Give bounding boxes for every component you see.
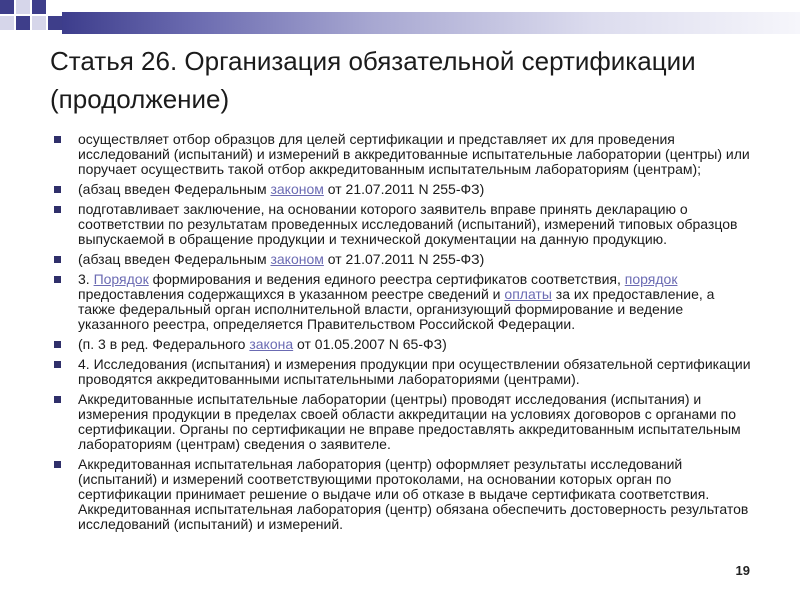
content-list (52, 132, 752, 537)
list-item (52, 252, 752, 267)
item-text: от 21.07.2011 N 255-ФЗ) (323, 181, 485, 197)
list-item (52, 272, 752, 332)
deco-square (32, 16, 46, 30)
square-bullet-icon (54, 341, 61, 348)
item-text: Аккредитованные испытательные лаборатории (центры) проводят исследования (испытания) и измерения продукции в пределах своей области аккредитации на условиях договоров с органами по сертификации. Органы по сертификации не вправе предоставлять аккредитованным испытательным лабораториям (центрам) сведения о заявителе. (78, 391, 741, 452)
deco-square (48, 16, 62, 30)
deco-square (0, 0, 14, 14)
law-link[interactable]: законом (270, 181, 324, 197)
law-link[interactable]: законом (270, 251, 324, 267)
deco-square (0, 16, 14, 30)
payment-link[interactable]: оплаты (504, 286, 552, 302)
list-item (52, 357, 752, 387)
header-gradient-bar (62, 12, 800, 34)
list-item (52, 392, 752, 452)
list-item (52, 182, 752, 197)
item-text: 4. Исследования (испытания) и измерения продукции при осуществлении обязательной сертификации проводятся аккредитованными испытательными лабораториями (центрами). (78, 356, 751, 387)
list-item (52, 132, 752, 177)
item-text: (абзац введен Федеральным (78, 251, 271, 267)
item-text: Аккредитованная испытательная лаборатория (центр) оформляет результаты исследований (испытаний) и измерений соответствующими протоколами, на основании которых орган по сертификации принимает решение о выдаче или об отказе в выдаче сертификата соответствия. Аккредитованная испытательная лаборатория (центр) обязана обеспечить достоверность результатов исследований (испытаний) и измерений. (78, 456, 749, 532)
item-text: предоставления содержащихся в указанном реестре сведений и (78, 286, 505, 302)
item-text: за их предоставление, а также федеральный орган исполнительной власти, организующий формирование и ведение указанного реестра, определяется Правительством Российской Федерации. (78, 286, 715, 332)
page-number: 19 (735, 563, 750, 578)
item-text: от 21.07.2011 N 255-ФЗ) (323, 251, 485, 267)
item-text: формирования и ведения единого реестра сертификатов соответствия, (148, 271, 625, 287)
item-text: 3. (78, 271, 94, 287)
item-text: подготавливает заключение, на основании которого заявитель вправе принять декларацию о соответствии по результатам проведенных исследований (испытаний), измерений типовых образцов выпускаемой в обращение продукции и технической документации на данную продукцию. (78, 201, 738, 247)
item-text: (абзац введен Федеральным (78, 181, 271, 197)
list-item (52, 202, 752, 247)
square-bullet-icon (54, 206, 61, 213)
slide-title: Статья 26. Организация обязательной сертификации (продолжение) (50, 46, 696, 114)
item-text: (п. 3 в ред. Федерального (78, 336, 250, 352)
square-bullet-icon (54, 396, 61, 403)
item-text: осуществляет отбор образцов для целей сертификации и представляет их для проведения исследований (испытаний) и измерений в аккредитованные испытательные лаборатории (центры) или поручает осуществить такой отбор аккредитованным испытательным лабораториям (центрам); (78, 131, 750, 177)
deco-square (16, 0, 30, 14)
square-bullet-icon (54, 186, 61, 193)
square-bullet-icon (54, 136, 61, 143)
list-item (52, 457, 752, 532)
deco-square (32, 0, 46, 14)
order-link[interactable]: Порядок (93, 271, 149, 287)
deco-square (16, 16, 30, 30)
order-link[interactable]: порядок (624, 271, 678, 287)
square-bullet-icon (54, 461, 61, 468)
square-bullet-icon (54, 276, 61, 283)
item-text: от 01.05.2007 N 65-ФЗ) (293, 336, 447, 352)
law-link[interactable]: закона (249, 336, 294, 352)
square-bullet-icon (54, 361, 61, 368)
square-bullet-icon (54, 256, 61, 263)
list-item (52, 337, 752, 352)
